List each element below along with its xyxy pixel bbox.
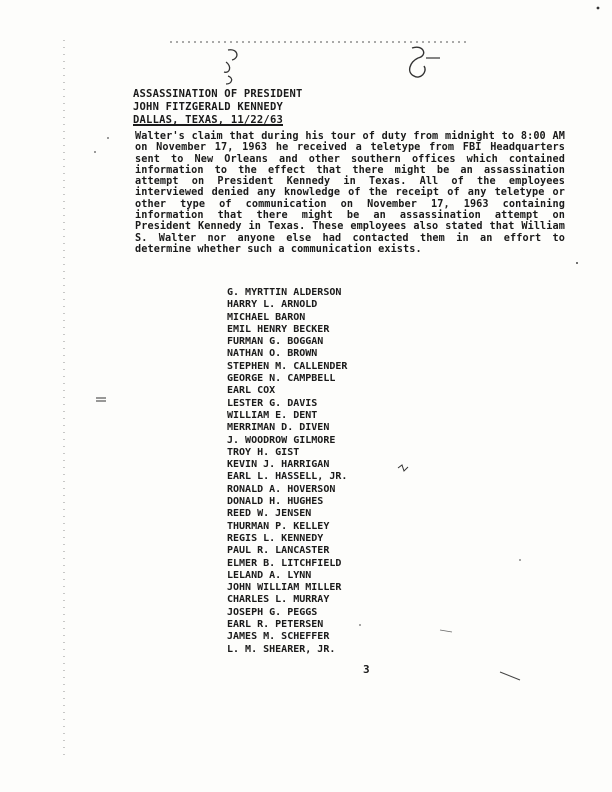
list-item: PAUL R. LANCASTER xyxy=(227,545,330,557)
list-item: REED W. JENSEN xyxy=(227,508,312,520)
stray-mark xyxy=(500,672,520,680)
list-item: LELAND A. LYNN xyxy=(227,569,312,581)
list-item: FURMAN G. BOGGAN xyxy=(227,336,324,348)
list-item: JOSEPH G. PEGGS xyxy=(227,606,318,618)
list-item: HARRY L. ARNOLD xyxy=(227,299,318,311)
list-item: GEORGE N. CAMPBELL xyxy=(227,373,336,385)
list-item: LESTER G. DAVIS xyxy=(227,397,318,409)
list-item: KEVIN J. HARRIGAN xyxy=(227,459,330,471)
list-item: CHARLES L. MURRAY xyxy=(227,594,330,606)
list-item: JOHN WILLIAM MILLER xyxy=(227,582,342,594)
page-number: 3 xyxy=(363,663,370,676)
case-title-line-2: JOHN FITZGERALD KENNEDY xyxy=(133,101,283,113)
stray-dot xyxy=(597,7,600,10)
list-item: STEPHEN M. CALLENDER xyxy=(227,360,348,372)
stray-dot xyxy=(576,262,578,264)
list-item: G. MYRTTIN ALDERSON xyxy=(227,287,342,298)
stray-mark xyxy=(398,465,408,471)
case-title-line-1: ASSASSINATION OF PRESIDENT xyxy=(133,88,303,100)
list-item: L. M. SHEARER, JR. xyxy=(227,643,336,655)
body-paragraph: Walter's claim that during his tour of duty from midnight to 8:00 AM on November 17, 1963 he received a teletype from FBI Headquarters sent to New Orleans and other southern offices which contained information to the effect that there might be an assassination attempt on President Kennedy in Texas. All of the employees interviewed denied any knowledge of the receipt of any teletype or other type of communication on November 17, 1963 containing information that there might be an assassination attempt on President Kennedy in Texas. These employees also stated that William S. Walter nor anyone else had contacted them in an effort to determine whether such a communication exists. xyxy=(135,131,565,255)
stray-dot xyxy=(94,151,96,153)
list-item: DONALD H. HUGHES xyxy=(227,496,324,508)
list-item: JAMES M. SCHEFFER xyxy=(227,631,330,643)
list-item: RONALD A. HOVERSON xyxy=(227,483,336,495)
list-item: EMIL HENRY BECKER xyxy=(227,323,330,335)
list-item: THURMAN P. KELLEY xyxy=(227,520,330,532)
list-item: EARL COX xyxy=(227,385,276,397)
stray-dot xyxy=(519,559,521,561)
punch-hole-mark-right xyxy=(410,47,425,77)
document-header xyxy=(133,88,303,127)
list-item: TROY H. GIST xyxy=(227,446,300,458)
list-item: EARL R. PETERSEN xyxy=(227,619,324,631)
list-item: MICHAEL BARON xyxy=(227,311,306,323)
list-item: MERRIMAN D. DIVEN xyxy=(227,422,330,434)
case-title-line-3: DALLAS, TEXAS, 11/22/63 xyxy=(133,114,283,126)
list-item: WILLIAM E. DENT xyxy=(227,409,318,421)
punch-hole-mark-left xyxy=(224,50,237,84)
stray-dot xyxy=(107,137,109,139)
list-item: REGIS L. KENNEDY xyxy=(227,532,324,544)
list-item: NATHAN O. BROWN xyxy=(227,348,318,360)
stray-dot xyxy=(359,624,361,626)
list-item: ELMER B. LITCHFIELD xyxy=(227,557,342,569)
body-paragraph-block xyxy=(135,131,565,255)
list-item: J. WOODROW GILMORE xyxy=(227,434,336,446)
stray-mark xyxy=(440,630,452,632)
employee-name-list xyxy=(227,287,347,656)
list-item: EARL L. HASSELL, JR. xyxy=(227,471,348,483)
